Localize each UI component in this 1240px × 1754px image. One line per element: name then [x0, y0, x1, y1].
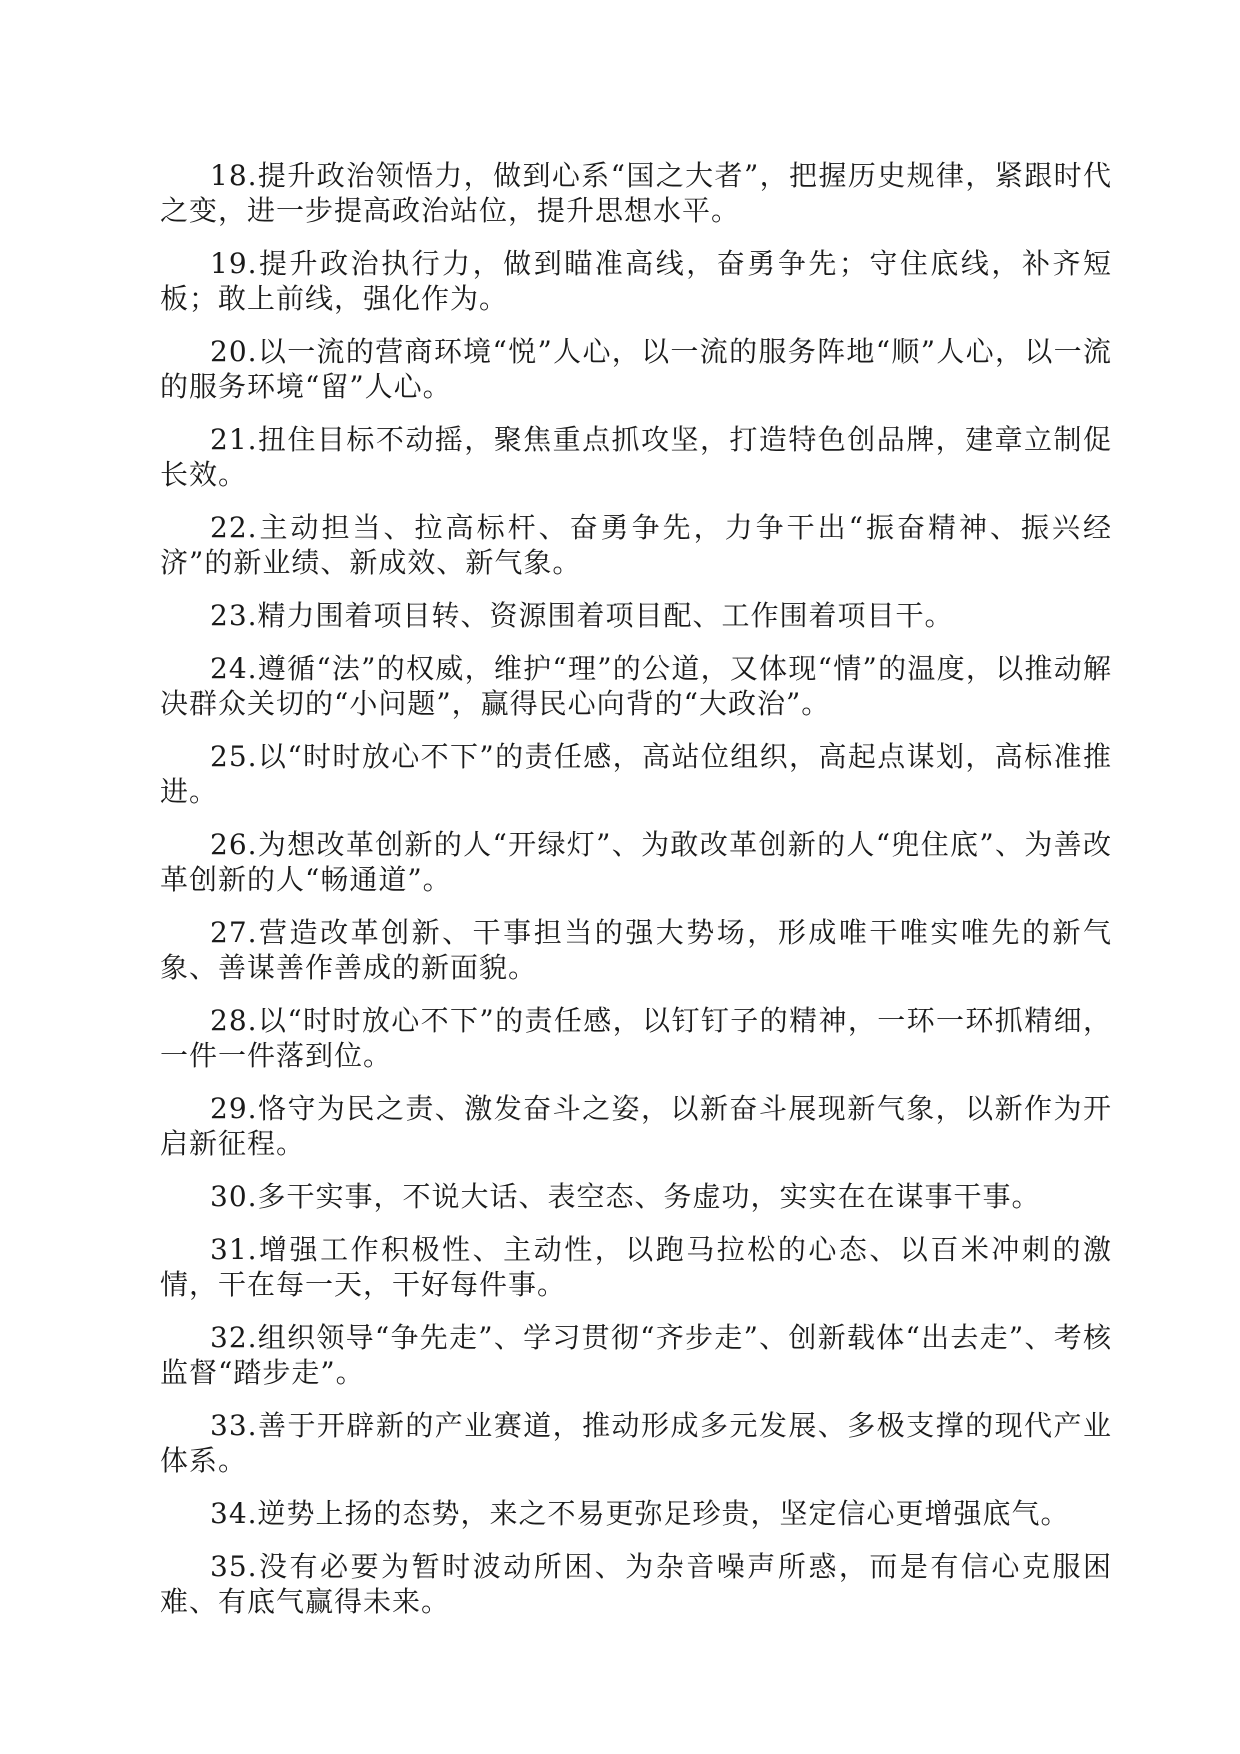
paragraph-24: 24.遵循“法”的权威，维护“理”的公道，又体现“情”的温度，以推动解决群众关切的“小问题”，赢得民心向背的“大政治”。 — [160, 652, 1112, 720]
paragraph-29: 29.恪守为民之责、激发奋斗之姿，以新奋斗展现新气象，以新作为开启新征程。 — [160, 1092, 1112, 1160]
paragraph-27: 27.营造改革创新、干事担当的强大势场，形成唯干唯实唯先的新气象、善谋善作善成的新面貌。 — [160, 916, 1112, 984]
paragraph-23: 23.精力围着项目转、资源围着项目配、工作围着项目干。 — [210, 599, 954, 632]
paragraph-32: 32.组织领导“争先走”、学习贯彻“齐步走”、创新载体“出去走”、考核监督“踏步走”。 — [160, 1321, 1112, 1389]
document-page — [160, 158, 1112, 1637]
paragraph-30: 30.多干实事，不说大话、表空态、务虚功，实实在在谋事干事。 — [210, 1180, 1041, 1213]
paragraph-25: 25.以“时时放心不下”的责任感，高站位组织，高起点谋划，高标准推进。 — [160, 740, 1112, 808]
paragraph-28: 28.以“时时放心不下”的责任感，以钉钉子的精神，一环一环抓精细，一件一件落到位。 — [160, 1004, 1112, 1072]
paragraph-26: 26.为想改革创新的人“开绿灯”、为敢改革创新的人“兜住底”、为善改革创新的人“畅通道”。 — [160, 828, 1112, 896]
paragraph-20: 20.以一流的营商环境“悦”人心，以一流的服务阵地“顺”人心，以一流的服务环境“留”人心。 — [160, 335, 1112, 403]
paragraph-21: 21.扭住目标不动摇，聚焦重点抓攻坚，打造特色创品牌，建章立制促长效。 — [160, 423, 1112, 491]
paragraph-22: 22.主动担当、拉高标杆、奋勇争先，力争干出“振奋精神、振兴经济”的新业绩、新成效、新气象。 — [160, 511, 1112, 579]
paragraph-31: 31.增强工作积极性、主动性，以跑马拉松的心态、以百米冲刺的激情，干在每一天，干好每件事。 — [160, 1233, 1112, 1301]
paragraph-19: 19.提升政治执行力，做到瞄准高线，奋勇争先；守住底线，补齐短板；敢上前线，强化作为。 — [160, 247, 1112, 315]
paragraph-34: 34.逆势上扬的态势，来之不易更弥足珍贵，坚定信心更增强底气。 — [210, 1497, 1070, 1530]
paragraph-33: 33.善于开辟新的产业赛道，推动形成多元发展、多极支撑的现代产业体系。 — [160, 1409, 1112, 1477]
paragraph-18: 18.提升政治领悟力，做到心系“国之大者”，把握历史规律，紧跟时代之变，进一步提高政治站位，提升思想水平。 — [160, 159, 1112, 227]
paragraph-35: 35.没有必要为暂时波动所困、为杂音噪声所惑，而是有信心克服困难、有底气赢得未来。 — [160, 1550, 1112, 1618]
